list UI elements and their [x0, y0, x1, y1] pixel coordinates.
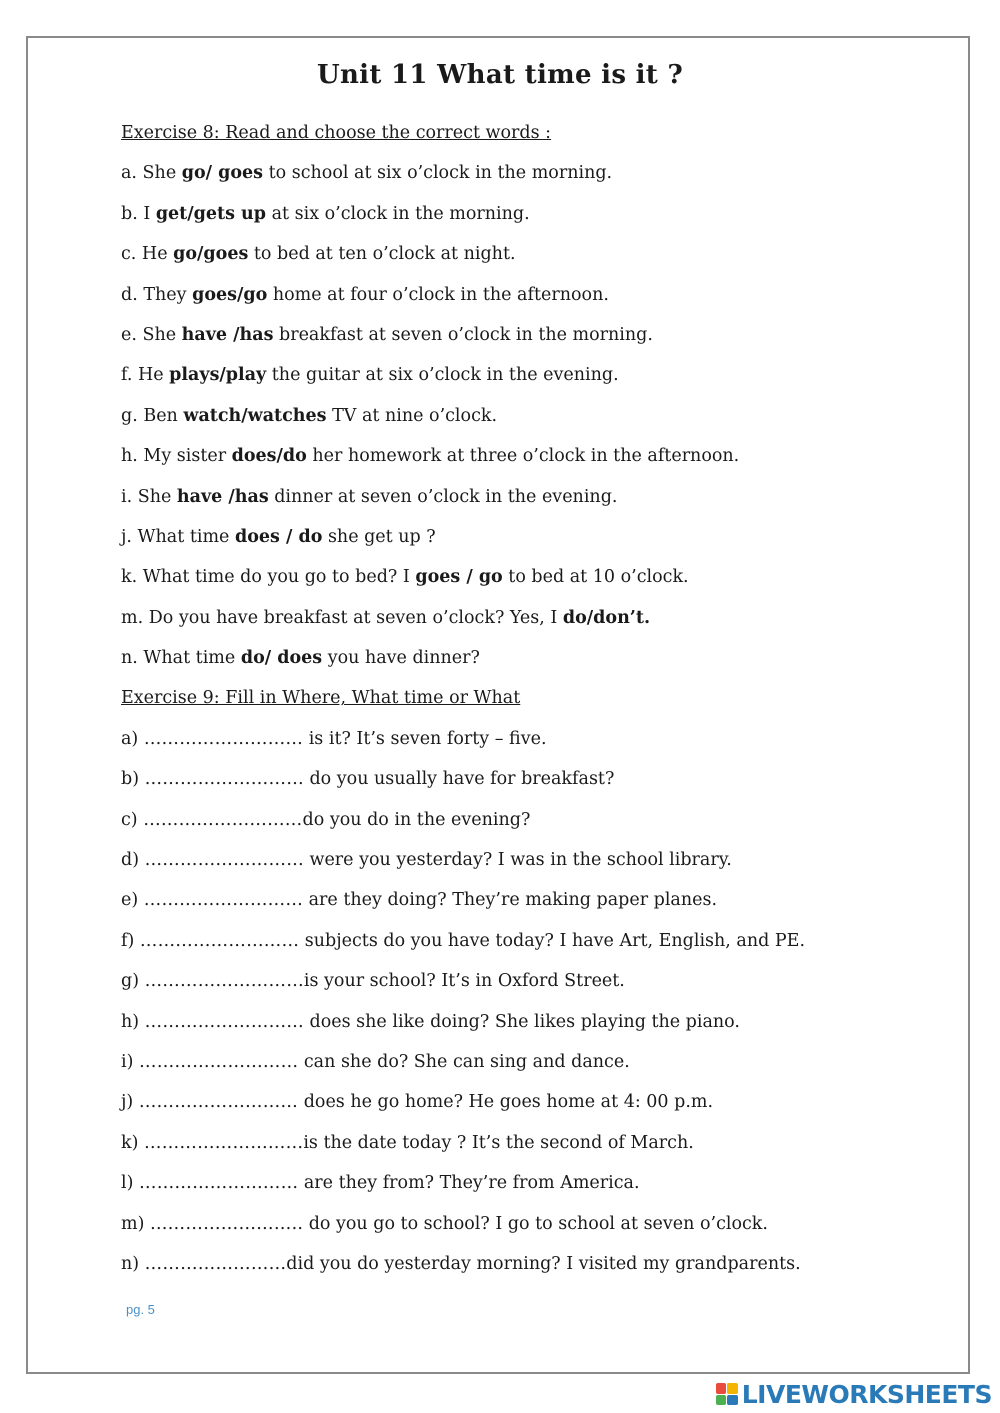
exercise-9-item: [121, 1209, 921, 1249]
item-text: dinner at seven o’clock in the evening.: [268, 486, 618, 507]
fill-in-blank[interactable]: ………………………: [144, 850, 304, 871]
brand-name: LIVEWORKSHEETS: [741, 1379, 992, 1409]
item-text: do you go to school? I go to school at seven o’clock.: [303, 1213, 768, 1234]
item-text: to bed at 10 o’clock.: [502, 567, 689, 588]
item-text: are they from? They’re from America.: [298, 1173, 640, 1194]
item-text: b. I: [121, 203, 156, 224]
word-choice[interactable]: goes/go: [192, 284, 268, 305]
item-text: breakfast at seven o’clock in the morning.: [273, 324, 653, 345]
item-label: h): [121, 1011, 145, 1032]
fill-in-blank[interactable]: ………………………: [138, 1092, 299, 1113]
item-text: did you do yesterday morning? I visited my grandparents.: [286, 1253, 801, 1274]
exercise-9-item: [121, 1087, 921, 1127]
item-text: c. He: [121, 244, 174, 265]
fill-in-blank[interactable]: ………………………: [139, 930, 300, 951]
item-text: e. She: [121, 324, 182, 345]
fill-in-blank[interactable]: ………………………: [143, 890, 304, 911]
exercise-8-list: [121, 158, 921, 683]
exercise-8-item: [121, 280, 921, 320]
exercise-9-item: [121, 885, 921, 925]
word-choice[interactable]: plays/play: [169, 365, 267, 386]
item-text: h. My sister: [121, 446, 232, 467]
word-choice[interactable]: go/ goes: [181, 163, 264, 184]
fill-in-blank[interactable]: ………………………: [144, 769, 304, 790]
word-choice[interactable]: do/ does: [240, 648, 323, 669]
item-text: g. Ben: [121, 405, 184, 426]
exercise-9-item: [121, 805, 921, 845]
exercise-9-item: [121, 764, 921, 804]
exercise-8-item: [121, 562, 921, 602]
exercise-8-item: [121, 360, 921, 400]
exercise-8-heading: Exercise 8: Read and choose the correct words :: [121, 123, 552, 143]
item-label: b): [121, 769, 145, 790]
item-text: a. She: [121, 163, 182, 184]
item-text: home at four o’clock in the afternoon.: [267, 284, 609, 305]
item-label: i): [121, 1051, 139, 1072]
item-label: a): [121, 728, 144, 749]
exercise-9-heading: Exercise 9: Fill in Where, What time or What: [121, 688, 521, 709]
item-label: m): [121, 1213, 150, 1234]
fill-in-blank[interactable]: ………………………: [144, 1011, 304, 1032]
exercise-8-item: [121, 199, 921, 239]
item-text: is the date today ? It’s the second of March.: [303, 1132, 694, 1153]
item-text: d. They: [121, 284, 193, 305]
exercise-9-item: [121, 926, 921, 966]
exercise-9-item: [121, 966, 921, 1006]
word-choice[interactable]: have /has: [181, 324, 274, 345]
word-choice[interactable]: does/do: [231, 446, 307, 467]
item-text: her homework at three o’clock in the afternoon.: [306, 446, 740, 467]
page-title: Unit 11 What time is it ?: [317, 60, 683, 90]
fill-in-blank[interactable]: ……………………..: [149, 1213, 304, 1234]
exercise-9-list: [121, 724, 921, 1289]
item-text: you have dinner?: [322, 648, 480, 669]
item-text: are they doing? They’re making paper planes.: [303, 890, 718, 911]
item-label: g): [121, 971, 145, 992]
word-choice[interactable]: goes / go: [415, 567, 503, 588]
exercise-9-item: [121, 724, 921, 764]
exercise-8-item: [121, 320, 921, 360]
page-number: pg. 5: [126, 1302, 155, 1317]
exercise-8-item: [121, 643, 921, 683]
item-label: f): [121, 930, 140, 951]
fill-in-blank[interactable]: ………………………: [139, 1173, 299, 1194]
item-text: to bed at ten o’clock at night.: [248, 244, 516, 265]
word-choice[interactable]: do/don’t.: [562, 607, 651, 628]
exercise-8-item: [121, 401, 921, 441]
exercise-9-item: [121, 1168, 921, 1208]
item-text: subjects do you have today? I have Art, English, and PE.: [299, 930, 806, 951]
liveworksheets-logo-icon: [716, 1383, 738, 1405]
item-text: the guitar at six o’clock in the evening.: [266, 365, 619, 386]
fill-in-blank[interactable]: ………………………: [144, 1132, 304, 1153]
item-text: can she do? She can sing and dance.: [298, 1051, 630, 1072]
word-choice[interactable]: go/goes: [173, 244, 249, 265]
exercise-8-item: [121, 158, 921, 198]
exercise-9-item: [121, 1249, 921, 1289]
item-text: m. Do you have breakfast at seven o’clock? Yes, I: [121, 607, 563, 628]
item-text: j. What time: [121, 526, 235, 547]
liveworksheets-logo[interactable]: [716, 1380, 992, 1408]
fill-in-blank[interactable]: ………………………: [144, 971, 304, 992]
item-text: k. What time do you go to bed? I: [121, 567, 416, 588]
item-text: do you do in the evening?: [302, 809, 531, 830]
item-label: n): [121, 1253, 145, 1274]
item-text: were you yesterday? I was in the school library.: [303, 850, 732, 871]
item-text: at six o’clock in the morning.: [266, 203, 530, 224]
word-choice[interactable]: get/gets up: [155, 203, 267, 224]
item-text: f. He: [121, 365, 170, 386]
item-text: do you usually have for breakfast?: [303, 769, 615, 790]
word-choice[interactable]: does / do: [234, 526, 323, 547]
fill-in-blank[interactable]: ……………………: [144, 1253, 287, 1274]
fill-in-blank[interactable]: ………………………: [143, 728, 304, 749]
exercise-9-item: [121, 1128, 921, 1168]
item-text: TV at nine o’clock.: [326, 405, 498, 426]
exercise-8-item: [121, 522, 921, 562]
item-label: j): [121, 1092, 139, 1113]
item-text: n. What time: [121, 648, 241, 669]
item-label: k): [121, 1132, 144, 1153]
exercise-8-item: [121, 603, 921, 643]
item-text: does she like doing? She likes playing the piano.: [303, 1011, 740, 1032]
exercise-9-item: [121, 1007, 921, 1047]
item-text: i. She: [121, 486, 177, 507]
worksheet-content: [121, 118, 921, 1289]
word-choice[interactable]: have /has: [176, 486, 269, 507]
item-text: to school at six o’clock in the morning.: [263, 163, 613, 184]
item-label: l): [121, 1173, 139, 1194]
item-label: c): [121, 809, 144, 830]
item-text: does he go home? He goes home at 4: 00 p.m.: [298, 1092, 714, 1113]
exercise-9-item: [121, 845, 921, 885]
exercise-8-item: [121, 441, 921, 481]
exercise-9-item: [121, 1047, 921, 1087]
item-label: e): [121, 890, 144, 911]
exercise-8-item: [121, 239, 921, 279]
item-label: d): [121, 850, 145, 871]
fill-in-blank[interactable]: ………………………: [139, 1051, 299, 1072]
exercise-8-item: [121, 482, 921, 522]
item-text: is your school? It’s in Oxford Street.: [303, 971, 625, 992]
item-text: she get up ?: [322, 526, 436, 547]
fill-in-blank[interactable]: ………………………: [143, 809, 303, 830]
word-choice[interactable]: watch/watches: [183, 405, 327, 426]
item-text: is it? It’s seven forty – five.: [303, 728, 547, 749]
